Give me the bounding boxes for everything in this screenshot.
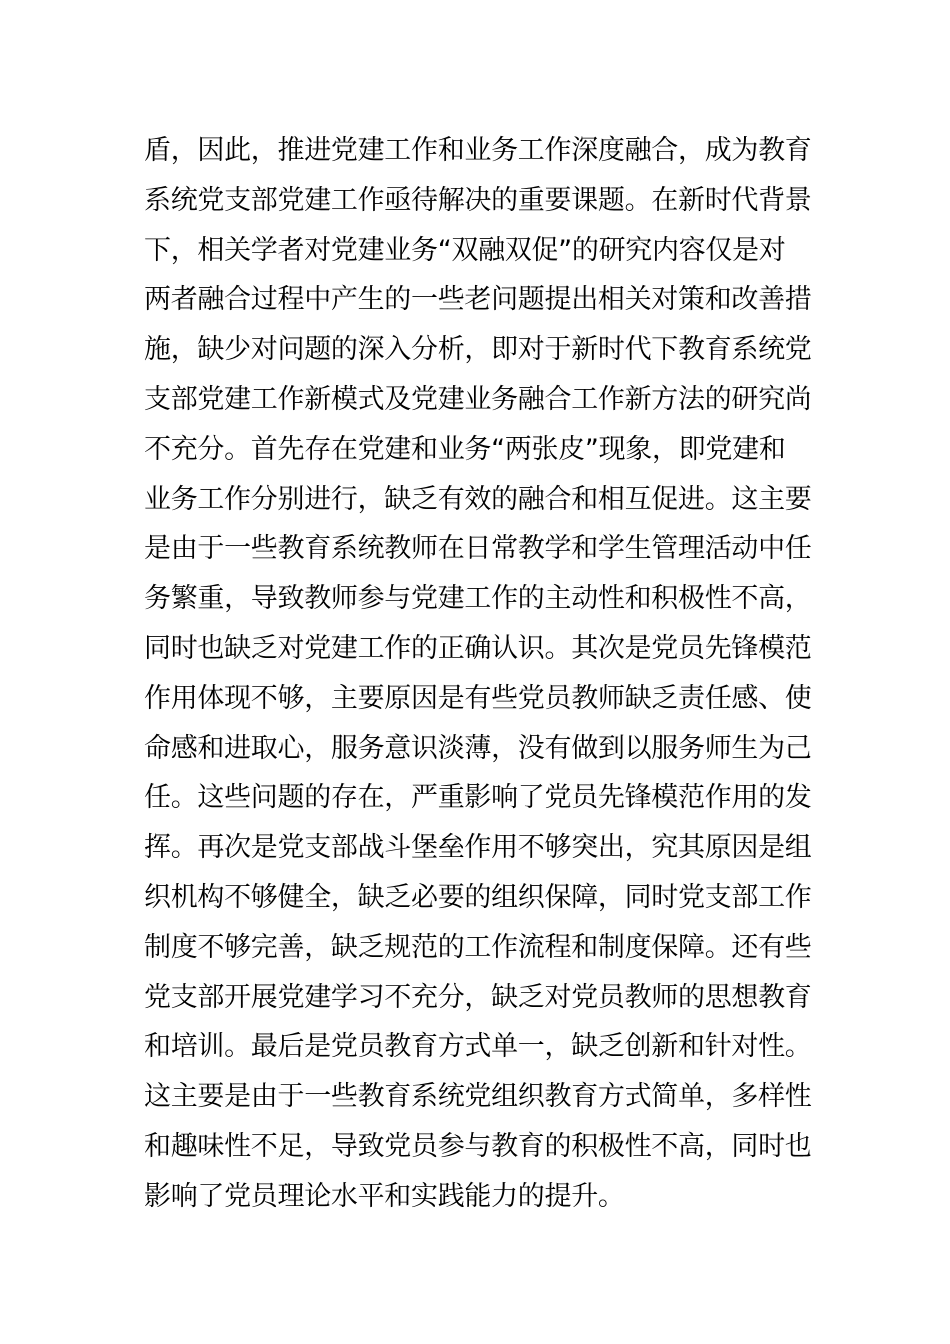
text-line: 制度不够完善，缺乏规范的工作流程和制度保障。还有些 <box>144 931 812 963</box>
text-line: 和趣味性不足，导致党员参与教育的积极性不高，同时也 <box>144 1130 812 1162</box>
text-line: 这主要是由于一些教育系统党组织教育方式简单，多样性 <box>144 1081 812 1113</box>
body-paragraph <box>144 126 812 1222</box>
text-line: 织机构不够健全，缺乏必要的组织保障，同时党支部工作 <box>144 881 812 913</box>
text-line: 任。这些问题的存在，严重影响了党员先锋模范作用的发 <box>144 782 812 814</box>
text-line: 同时也缺乏对党建工作的正确认识。其次是党员先锋模范 <box>144 632 812 664</box>
text-line: 施，缺少对问题的深入分析，即对于新时代下教育系统党 <box>144 334 812 366</box>
text-line: 系统党支部党建工作亟待解决的重要课题。在新时代背景 <box>144 184 812 216</box>
text-line: 两者融合过程中产生的一些老问题提出相关对策和改善措 <box>144 284 812 316</box>
text-line: 挥。再次是党支部战斗堡垒作用不够突出，究其原因是组 <box>144 832 812 864</box>
text-line: 命感和进取心，服务意识淡薄，没有做到以服务师生为己 <box>144 732 812 764</box>
text-line: 党支部开展党建学习不充分，缺乏对党员教师的思想教育 <box>144 981 812 1013</box>
text-line: 务繁重，导致教师参与党建工作的主动性和积极性不高， <box>144 583 812 615</box>
text-line: 是由于一些教育系统教师在日常教学和学生管理活动中任 <box>144 533 812 565</box>
text-line: 作用体现不够，主要原因是有些党员教师缺乏责任感、使 <box>144 682 812 714</box>
text-line: 支部党建工作新模式及党建业务融合工作新方法的研究尚 <box>144 383 812 415</box>
text-line: 和培训。最后是党员教育方式单一，缺乏创新和针对性。 <box>144 1031 812 1063</box>
text-line: 业务工作分别进行，缺乏有效的融合和相互促进。这主要 <box>144 483 812 515</box>
text-line: 盾，因此，推进党建工作和业务工作深度融合，成为教育 <box>144 135 812 166</box>
text-line: 下，相关学者对党建业务“双融双促”的研究内容仅是对 <box>144 234 786 266</box>
text-line: 影响了党员理论水平和实践能力的提升。 <box>144 1180 625 1212</box>
text-line: 不充分。首先存在党建和业务“两张皮”现象，即党建和 <box>144 433 786 465</box>
